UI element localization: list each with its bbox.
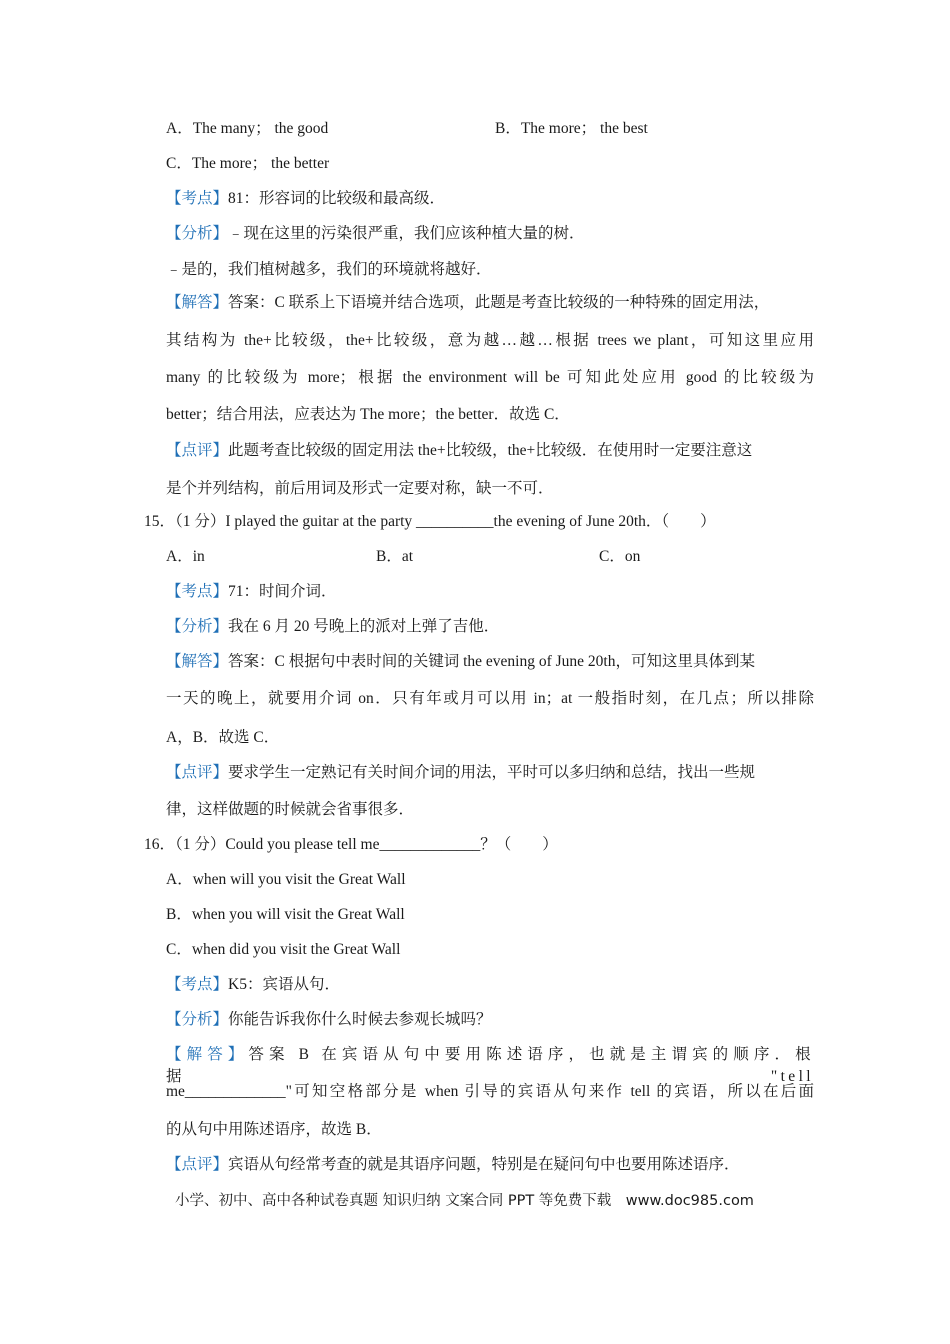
- dianping-tag: 【点评】: [166, 442, 229, 459]
- q15-fenxi-text: 我在 6 月 20 号晚上的派对上弹了吉他．: [228, 618, 500, 635]
- q16-kaodian-text: K5：宾语从句．: [228, 976, 340, 993]
- q16-fenxi-text: 你能告诉我你什么时候去参观长城吗？: [228, 1011, 492, 1028]
- jieda-tag: 【解答】: [166, 1046, 249, 1063]
- fenxi-tag: 【分析】: [166, 225, 229, 242]
- q14-kaodian: [166, 188, 445, 210]
- q14-option-a: A．The many； the good: [166, 120, 329, 137]
- q15-kaodian-text: 71：时间介词．: [228, 583, 337, 600]
- kaodian-tag: 【考点】: [166, 976, 229, 993]
- q16-dianping: [166, 1154, 740, 1176]
- q15-option-c: C．on: [599, 548, 641, 565]
- jieda-tag: 【解答】: [166, 653, 229, 670]
- dianping-tag: 【点评】: [166, 764, 229, 781]
- q16-option-c: C．when did you visit the Great Wall: [166, 941, 401, 958]
- q16-option-b: B．when you will visit the Great Wall: [166, 906, 405, 923]
- dianping-tag: 【点评】: [166, 1156, 229, 1173]
- q14-jieda-line4: better；结合用法，应表达为 The more；the better．故选 C．: [166, 406, 570, 423]
- q14-option-c: C．The more； the better: [166, 155, 330, 172]
- q14-dianping-line2: 是个并列结构，前后用词及形式一定要对称，缺一不可．: [166, 480, 554, 497]
- page-footer: 小学、初中、高中各种试卷真题 知识归纳 文案合同 PPT 等免费下载 www.doc985.com: [175, 1193, 754, 1209]
- q16-option-a: A．when will you visit the Great Wall: [166, 871, 406, 888]
- q14-jieda: [166, 292, 769, 314]
- q15-jieda-line2: 一天的晚上，就要用介词 on．只有年或月可以用 in；at 一般指时刻，在几点；所以排除: [166, 690, 814, 707]
- q15-dianping-line2: 律，这样做题的时候就会省事很多．: [166, 801, 415, 818]
- q14-fenxi: [166, 223, 585, 245]
- q15-option-a: A．in: [166, 548, 205, 565]
- fenxi-tag: 【分析】: [166, 1011, 229, 1028]
- q15-dianping-line1: 要求学生一定熟记有关时间介词的用法，平时可以多归纳和总结，找出一些规: [228, 764, 756, 781]
- q14-kaodian-text: 81：形容词的比较级和最高级．: [228, 190, 446, 207]
- q16-jieda-line3: 的从句中用陈述语序，故选 B．: [166, 1121, 382, 1138]
- q14-option-b: B．The more； the best: [495, 120, 648, 137]
- fenxi-tag: 【分析】: [166, 618, 229, 635]
- kaodian-tag: 【考点】: [166, 583, 229, 600]
- q14-dianping: [166, 440, 752, 462]
- q16-jieda-line1: 答案 B 在宾语从句中要用陈述语序，也就是主谓宾的顺序．根据"tell: [166, 1046, 814, 1085]
- q14-fenxi-line1: ﹣现在这里的污染很严重，我们应该种植大量的树．: [228, 225, 585, 242]
- q16-kaodian: [166, 974, 340, 996]
- q15-jieda: [166, 651, 755, 673]
- q14-jieda-line3: many 的比较级为 more；根据 the environment will be 可知此处应用 good 的比较级为: [166, 369, 814, 386]
- q15-option-b: B．at: [376, 548, 414, 565]
- q14-jieda-line2: 其结构为 the+比较级，the+比较级，意为越…越…根据 trees we plant，可知这里应用: [166, 332, 814, 349]
- q14-fenxi-line2: ﹣是的，我们植树越多，我们的环境就将越好．: [166, 261, 492, 278]
- q14-dianping-line1: 此题考查比较级的固定用法 the+比较级，the+比较级．在使用时一定要注意这: [228, 442, 753, 459]
- q16-stem: 16．（1 分）Could you please tell me_____________？（ ）: [144, 836, 558, 853]
- q16-fenxi: [166, 1009, 492, 1031]
- q15-dianping: [166, 762, 755, 784]
- q15-kaodian: [166, 581, 337, 603]
- q15-jieda-line3: A，B．故选 C．: [166, 729, 280, 746]
- q16-jieda-line2: me_____________"可知空格部分是 when 引导的宾语从句来作 tell 的宾语，所以在后面: [166, 1083, 814, 1100]
- q14-jieda-line1: 答案：C 联系上下语境并结合选项，此题是考查比较级的一种特殊的固定用法，: [228, 294, 770, 311]
- kaodian-tag: 【考点】: [166, 190, 229, 207]
- jieda-tag: 【解答】: [166, 294, 229, 311]
- q16-dianping-text: 宾语从句经常考查的就是其语序问题，特别是在疑问句中也要用陈述语序．: [228, 1156, 740, 1173]
- q15-jieda-line1: 答案：C 根据句中表时间的关键词 the evening of June 20th，可知这里具体到某: [228, 653, 755, 670]
- q15-fenxi: [166, 616, 499, 638]
- q15-stem: 15．（1 分）I played the guitar at the party __________the evening of June 20th．（ ）: [144, 513, 716, 530]
